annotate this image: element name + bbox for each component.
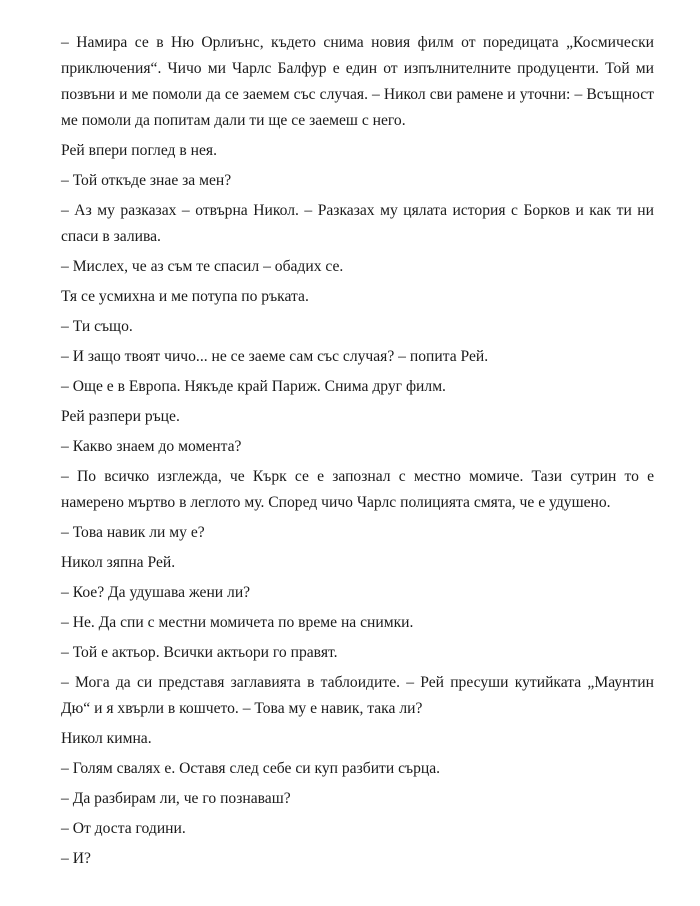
paragraph: Никол кимна. <box>61 730 152 747</box>
paragraph: – Аз му разказах – отвърна Никол. – Разказах му цялата история с Борков и как ти ни спаси в залива. <box>61 202 654 245</box>
paragraph: Тя се усмихна и ме потупа по ръката. <box>61 288 309 305</box>
paragraph: – И? <box>61 850 91 867</box>
paragraph: – Да разбирам ли, че го познаваш? <box>61 790 291 807</box>
paragraph: – Какво знаем до момента? <box>61 438 242 455</box>
paragraph: – От доста години. <box>61 820 186 837</box>
paragraph: – Намира се в Ню Орлиънс, където снима новия филм от поредицата „Космически приключения“. Чичо ми Чарлс Балфур е един от изпълнителните продуценти. Той ми позвъни и ме помоли да се заемем със случая. – Никол сви рамене и уточни: – Всъщност ме помоли да попитам дали ти ще се заемеш с него. <box>61 34 654 129</box>
paragraph: – Това навик ли му е? <box>61 524 205 541</box>
paragraph: – И защо твоят чичо... не се заеме сам със случая? – попита Рей. <box>61 348 489 365</box>
paragraph: – Мислех, че аз съм те спасил – обадих се. <box>61 258 344 275</box>
paragraph: – Голям свалях е. Оставя след себе си куп разбити сърца. <box>61 760 441 777</box>
paragraph: – Кое? Да удушава жени ли? <box>61 584 251 601</box>
paragraph: Рей впери поглед в нея. <box>61 142 217 159</box>
paragraph: Никол зяпна Рей. <box>61 554 176 571</box>
paragraph: – Не. Да спи с местни момичета по време на снимки. <box>61 614 414 631</box>
paragraph: – Ти също. <box>61 318 133 335</box>
paragraph: Рей разпери ръце. <box>61 408 180 425</box>
paragraph: – По всичко изглежда, че Кърк се е запознал с местно момиче. Тази сутрин то е намерено мъртво в леглото му. Според чичо Чарлс полицията смята, че е удушено. <box>61 468 654 511</box>
paragraph: – Още е в Европа. Някъде край Париж. Снима друг филм. <box>61 378 446 395</box>
paragraph: – Той откъде знае за мен? <box>61 172 232 189</box>
paragraph: – Той е актьор. Всички актьори го правят. <box>61 644 338 661</box>
paragraph: – Мога да си представя заглавията в таблоидите. – Рей пресуши кутийката „Маунтин Дю“ и я хвърли в кошчето. – Това му е навик, така ли? <box>61 674 654 717</box>
